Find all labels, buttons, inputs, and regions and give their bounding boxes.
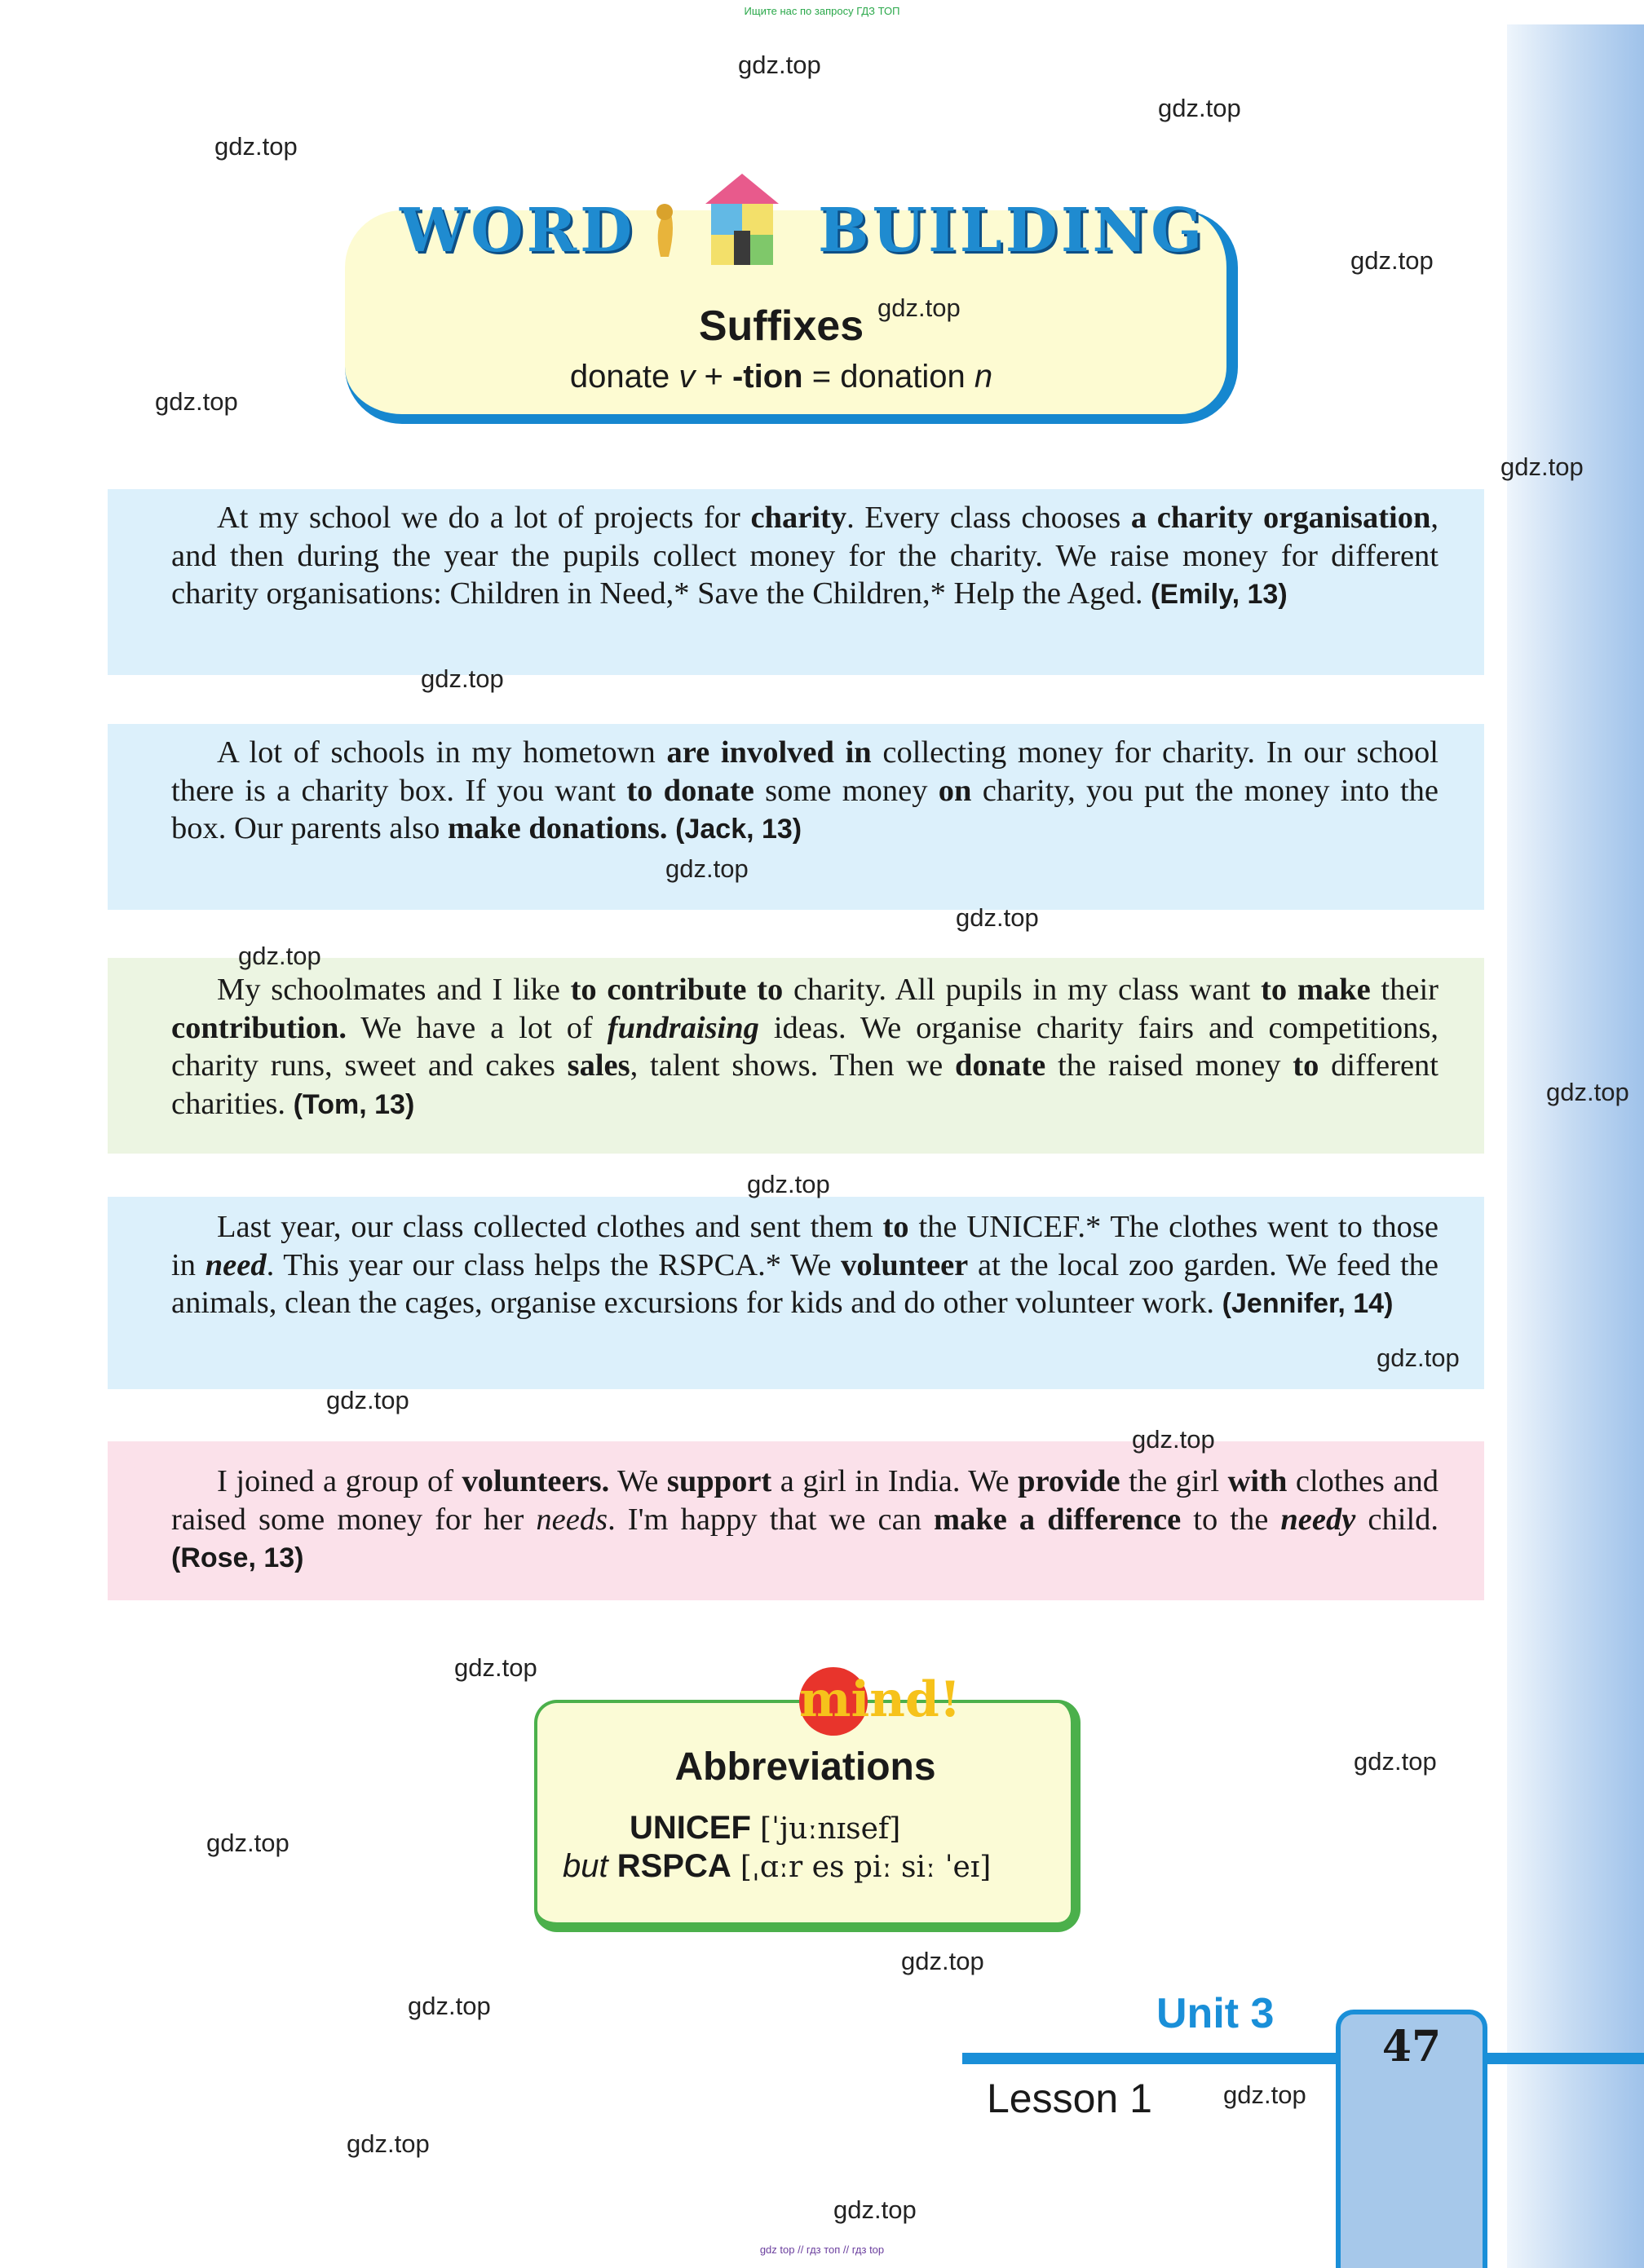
paragraph-text-1 bbox=[171, 499, 1438, 614]
top-note: Ищите нас по запросу ГДЗ ТОП bbox=[744, 5, 900, 17]
lesson-label: Lesson 1 bbox=[987, 2076, 1152, 2121]
highlighted-phrase: donate bbox=[955, 1048, 1046, 1083]
highlighted-phrase: provide bbox=[1018, 1464, 1120, 1498]
highlighted-phrase: charity bbox=[750, 501, 847, 535]
text-run: At my school we do a lot of projects for bbox=[217, 501, 751, 535]
mind-logo-icon bbox=[783, 1659, 1052, 1736]
text-run: My schoolmates and I like bbox=[217, 973, 571, 1007]
watermark: gdz.top bbox=[214, 132, 298, 161]
watermark: gdz.top bbox=[454, 1653, 537, 1682]
watermark: gdz.top bbox=[1500, 452, 1584, 481]
watermark: gdz.top bbox=[747, 1170, 830, 1198]
text-run: the raised money bbox=[1045, 1048, 1293, 1083]
paragraph-author: (Tom, 13) bbox=[293, 1088, 415, 1120]
text-run: charity, you put the money into the box. Our parents also bbox=[171, 773, 1438, 845]
text-run: We have a lot of bbox=[346, 1010, 608, 1045]
highlighted-phrase: to make bbox=[1261, 973, 1371, 1007]
watermark: gdz.top bbox=[408, 1992, 491, 2020]
text-run: A lot of schools in my hometown bbox=[217, 735, 667, 770]
unicef-term: UNICEF bbox=[630, 1810, 751, 1846]
text-run: . This year our class helps the RSPCA.* We bbox=[266, 1247, 842, 1282]
watermark: gdz.top bbox=[1377, 1344, 1460, 1372]
highlighted-phrase: fundraising bbox=[607, 1010, 759, 1045]
word-building-title-right: BUILDING bbox=[818, 196, 1206, 266]
paragraph-panel-2 bbox=[114, 724, 1484, 910]
formula-plus: + bbox=[704, 359, 723, 395]
text-run: child. bbox=[1355, 1502, 1439, 1537]
watermark: gdz.top bbox=[1546, 1078, 1629, 1106]
bottom-note: gdz top // гдз топ // гдз top bbox=[759, 2244, 885, 2256]
rspca-ipa: [ˌɑːr es piː siː ˈeɪ] bbox=[740, 1851, 992, 1884]
highlighted-phrase: to donate bbox=[626, 773, 754, 808]
watermark: gdz.top bbox=[1350, 246, 1434, 275]
paragraph-panel-4 bbox=[114, 1197, 1484, 1389]
formula-equals: = bbox=[811, 359, 832, 395]
formula-result: donation bbox=[840, 359, 966, 395]
paragraph-text-4 bbox=[171, 1208, 1438, 1323]
text-run: charity. All pupils in my class want bbox=[783, 973, 1262, 1007]
formula-suffix: -tion bbox=[731, 359, 803, 395]
watermark: gdz.top bbox=[155, 387, 238, 416]
watermark: gdz.top bbox=[206, 1829, 289, 1857]
text-run: , and then during the year the pupils collect money for the charity. We raise money for different charity organisations: Children in Need,* Save the Children,* Help the Aged. bbox=[171, 501, 1439, 611]
text-run: We bbox=[609, 1464, 667, 1498]
highlighted-phrase: to bbox=[1293, 1048, 1319, 1083]
mind-logo-text: mind! bbox=[799, 1671, 961, 1728]
watermark: gdz.top bbox=[1132, 1425, 1215, 1454]
paragraph-panel-5 bbox=[114, 1441, 1484, 1600]
highlighted-phrase: on bbox=[938, 773, 972, 808]
watermark: gdz.top bbox=[901, 1947, 984, 1975]
text-run: ideas. We organise charity fairs and competitions, charity runs, sweet and cakes bbox=[171, 1010, 1438, 1083]
highlighted-phrase: with bbox=[1227, 1464, 1288, 1498]
watermark: gdz.top bbox=[833, 2195, 917, 2224]
highlighted-phrase: make donations. bbox=[447, 811, 668, 845]
text-run: a girl in India. We bbox=[771, 1464, 1019, 1498]
formula-base-pos: v bbox=[678, 359, 696, 395]
paragraph-text-2 bbox=[171, 734, 1438, 849]
highlighted-phrase: needy bbox=[1280, 1502, 1356, 1537]
text-run: Last year, our class collected clothes and sent them bbox=[217, 1210, 883, 1244]
paragraph-author: (Jennifer, 14) bbox=[1222, 1288, 1394, 1319]
highlighted-phrase: contribution. bbox=[171, 1010, 347, 1045]
word-building-title-left: WORD bbox=[400, 196, 636, 266]
text-run bbox=[668, 811, 676, 845]
text-run: clothes and raised some money for her bbox=[171, 1464, 1438, 1537]
paragraph-author: (Rose, 13) bbox=[171, 1542, 304, 1573]
but-word: but bbox=[563, 1848, 608, 1884]
text-run: different charities. bbox=[171, 1048, 1438, 1121]
suffixes-heading: Suffixes bbox=[698, 302, 864, 350]
highlighted-phrase: needs bbox=[536, 1502, 608, 1537]
highlighted-phrase: support bbox=[666, 1464, 772, 1498]
paragraph-panel-3 bbox=[114, 958, 1484, 1154]
highlighted-phrase: to bbox=[882, 1210, 909, 1244]
right-gradient-band bbox=[1507, 24, 1644, 2268]
puzzle-house-icon bbox=[636, 167, 799, 273]
highlighted-phrase: a charity organisation bbox=[1130, 501, 1431, 535]
watermark: gdz.top bbox=[877, 293, 961, 322]
watermark: gdz.top bbox=[326, 1386, 409, 1414]
text-run: at the local zoo garden. We feed the animals, clean the cages, organise excursions for kids and do other volunteer work. bbox=[171, 1247, 1439, 1320]
watermark: gdz.top bbox=[421, 664, 504, 693]
text-run: I joined a group of bbox=[217, 1464, 462, 1498]
text-run: the UNICEF.* The clothes went to those in bbox=[171, 1210, 1438, 1282]
text-run: the girl bbox=[1120, 1464, 1228, 1498]
watermark: gdz.top bbox=[738, 51, 821, 79]
rspca-term: RSPCA bbox=[616, 1848, 731, 1884]
footer-rule bbox=[962, 2053, 1644, 2064]
unit-label: Unit 3 bbox=[1156, 1990, 1275, 2037]
highlighted-phrase: sales bbox=[567, 1048, 630, 1083]
unicef-ipa: [ˈjuːnɪsef] bbox=[760, 1812, 901, 1846]
paragraph-author: (Jack, 13) bbox=[675, 814, 802, 845]
abbreviations-heading: Abbreviations bbox=[674, 1745, 936, 1789]
highlighted-phrase: to contribute to bbox=[570, 973, 784, 1007]
watermark: gdz.top bbox=[1354, 1747, 1437, 1776]
paragraph-panel-1 bbox=[114, 489, 1484, 675]
watermark: gdz.top bbox=[238, 942, 321, 970]
formula-base: donate bbox=[569, 359, 670, 395]
paragraph-text-3 bbox=[171, 971, 1438, 1123]
paragraph-author: (Emily, 13) bbox=[1151, 579, 1288, 610]
text-run: , talent shows. Then we bbox=[630, 1048, 956, 1083]
page-number: 47 bbox=[1381, 2022, 1442, 2072]
watermark: gdz.top bbox=[347, 2129, 430, 2158]
mind-line-unicef bbox=[630, 1810, 1135, 1847]
text-run: collecting money for charity. In our school there is a charity box. If you want bbox=[171, 735, 1438, 808]
formula-result-pos: n bbox=[974, 359, 993, 395]
text-run: . Every class chooses bbox=[846, 501, 1131, 535]
paragraph-text-5 bbox=[171, 1463, 1438, 1577]
highlighted-phrase: volunteers. bbox=[462, 1464, 610, 1498]
highlighted-phrase: volunteer bbox=[841, 1247, 969, 1282]
highlighted-phrase: are involved in bbox=[666, 735, 872, 770]
text-run: . I'm happy that we can bbox=[608, 1502, 935, 1537]
watermark: gdz.top bbox=[956, 903, 1039, 932]
suffix-formula bbox=[345, 359, 1218, 395]
watermark: gdz.top bbox=[665, 854, 749, 883]
mind-line-rspca bbox=[563, 1848, 1068, 1885]
highlighted-phrase: make a difference bbox=[934, 1502, 1182, 1537]
text-run: their bbox=[1370, 973, 1438, 1007]
highlighted-phrase: need bbox=[205, 1247, 267, 1282]
watermark: gdz.top bbox=[1223, 2080, 1306, 2109]
watermark: gdz.top bbox=[1158, 94, 1241, 122]
text-run: to the bbox=[1181, 1502, 1281, 1537]
text-run: some money bbox=[754, 773, 939, 808]
